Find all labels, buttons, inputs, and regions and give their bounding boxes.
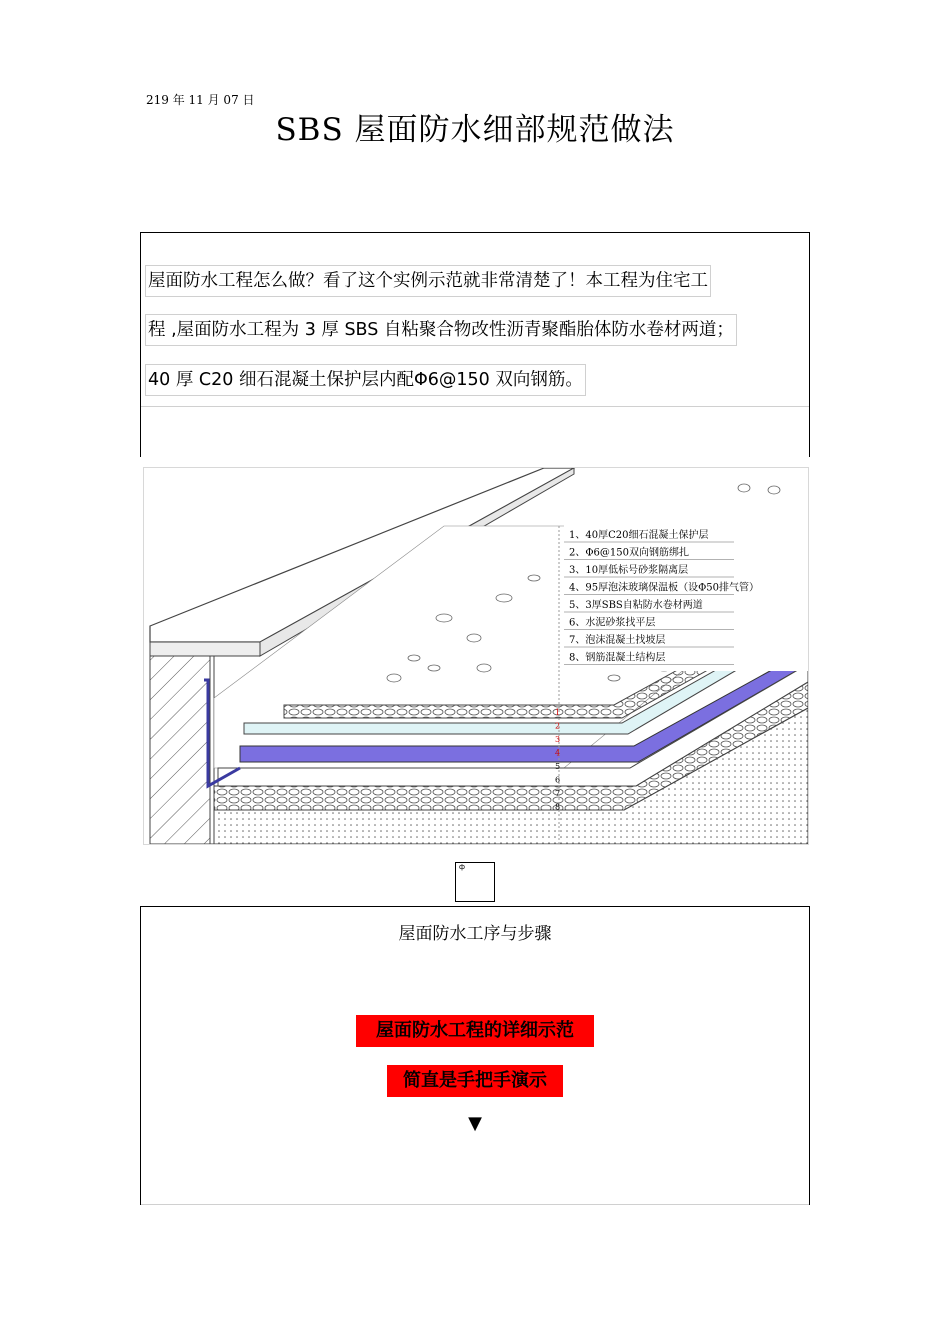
layer-number-4: 4 <box>555 748 561 758</box>
small-image-placeholder <box>455 862 495 902</box>
legend-item-4: 4、95厚泡沫玻璃保温板（设Φ50排气管） <box>569 582 760 594</box>
legend-item-3: 3、10厚低标号砂浆隔离层 <box>569 565 689 576</box>
legend-item-8: 8、钢筋混凝土结构层 <box>569 652 666 664</box>
legend-item-5: 5、3厚SBS自粘防水卷材两道 <box>569 600 703 611</box>
legend-item-6: 6、水泥砂浆找平层 <box>569 617 656 629</box>
intro-box <box>140 232 810 457</box>
legend-item-2: 2、Φ6@150双向钢筋绑扎 <box>569 547 690 559</box>
legend-item-7: 7、泡沫混凝土找坡层 <box>569 635 666 646</box>
divider <box>141 1204 809 1205</box>
banner-hand-on-demo: 简直是手把手演示 <box>387 1065 563 1097</box>
layer-number-2: 2 <box>555 721 561 731</box>
layer-number-7: 7 <box>555 789 561 798</box>
down-arrow-icon: ▼ <box>468 1113 482 1134</box>
document-date: 219 年 11 月 07 日 <box>146 93 255 107</box>
layer-number-6: 6 <box>555 775 561 785</box>
layer-number-3: 3 <box>555 735 561 744</box>
layer-number-5: 5 <box>555 762 561 771</box>
diagram-svg <box>144 468 808 844</box>
legend-item-1: 1、40厚C20细石混凝土保护层 <box>569 530 709 541</box>
intro-line-3: 40 厚 C20 细石混凝土保护层内配Φ6@150 双向钢筋。 <box>145 364 586 396</box>
document-title: SBS 屋面防水细部规范做法 <box>275 112 675 148</box>
roof-waterproof-diagram <box>143 467 809 845</box>
divider <box>141 406 809 407</box>
small-image-mark: ф <box>459 863 465 871</box>
layer-number-8: 8 <box>555 802 561 812</box>
intro-line-1: 屋面防水工程怎么做？看了这个实例示范就非常清楚了！本工程为住宅工 <box>145 265 711 297</box>
layer-number-1: 1 <box>555 708 561 717</box>
intro-line-2: 程 ,屋面防水工程为 3 厚 SBS 自粘聚合物改性沥青聚酯胎体防水卷材两道； <box>145 314 737 346</box>
banner-detail-demo: 屋面防水工程的详细示范 <box>356 1015 594 1047</box>
steps-section <box>140 906 810 1205</box>
section-heading: 屋面防水工序与步骤 <box>398 924 552 944</box>
